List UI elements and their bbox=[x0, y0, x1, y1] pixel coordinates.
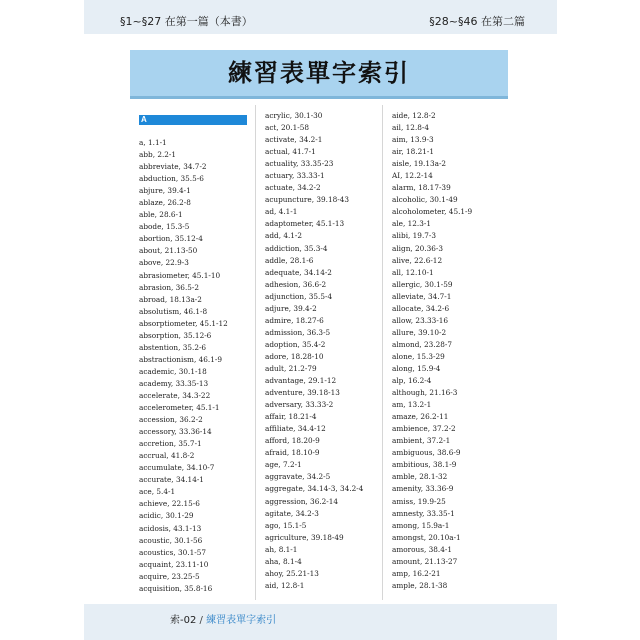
index-entry: acoustic, 30.1-56 bbox=[139, 535, 203, 545]
index-entry: allow, 23.33-16 bbox=[392, 315, 449, 325]
index-entry: able, 28.6-1 bbox=[139, 210, 183, 220]
index-entry: acrylic, 30.1-30 bbox=[265, 111, 323, 120]
index-entry: abjure, 39.4-1 bbox=[139, 186, 191, 196]
index-entry: align, 20.36-3 bbox=[392, 243, 444, 253]
index-entry: ah, 8.1-1 bbox=[265, 544, 298, 554]
index-entry: alone, 15.3-29 bbox=[392, 351, 445, 361]
index-entry: act, 20.1-58 bbox=[265, 123, 310, 133]
index-entry: acidosis, 43.1-13 bbox=[139, 523, 202, 533]
index-entry: accessory, 33.36-14 bbox=[139, 427, 212, 437]
running-header bbox=[84, 0, 557, 34]
footer-separator: / bbox=[199, 615, 203, 626]
index-entry: agriculture, 39.18-49 bbox=[265, 532, 344, 542]
index-entry: achieve, 22.15-6 bbox=[139, 499, 200, 509]
index-entry: aide, 12.8-2 bbox=[392, 111, 436, 120]
index-title-banner bbox=[130, 50, 508, 99]
index-entry: acquisition, 35.8-16 bbox=[139, 583, 213, 593]
index-entry: addiction, 35.3-4 bbox=[265, 243, 328, 253]
index-entry: amp, 16.2-21 bbox=[392, 568, 441, 578]
running-footer bbox=[84, 604, 557, 640]
index-entry: ambience, 37.2-2 bbox=[392, 424, 456, 434]
index-entry: absorptiometer, 45.1-12 bbox=[139, 318, 228, 328]
index-entry: am, 13.2-1 bbox=[392, 400, 432, 410]
index-entry: adjure, 39.4-2 bbox=[265, 303, 317, 313]
index-entry: actuary, 33.33-1 bbox=[265, 171, 325, 181]
header-right-text: §28~§46 在第二篇 bbox=[429, 15, 525, 28]
index-entry: ago, 15.1-5 bbox=[265, 520, 307, 530]
index-entry: aisle, 19.13a-2 bbox=[392, 159, 447, 169]
index-entry: abbreviate, 34.7-2 bbox=[139, 162, 207, 172]
index-entry: allergic, 30.1-59 bbox=[392, 279, 453, 289]
index-entry: allure, 39.10-2 bbox=[392, 327, 447, 337]
index-entry: a, 1.1-1 bbox=[139, 138, 167, 147]
index-entry: abstractionism, 46.1-9 bbox=[139, 354, 222, 364]
index-entry: abstention, 35.2-6 bbox=[139, 342, 207, 352]
index-entry: afford, 18.20-9 bbox=[265, 436, 320, 446]
index-entry: alibi, 19.7-3 bbox=[392, 231, 437, 241]
index-entry: ahoy, 25.21-13 bbox=[265, 568, 319, 578]
index-entry: among, 15.9a-1 bbox=[392, 520, 450, 530]
index-entry: aim, 13.9-3 bbox=[392, 135, 434, 145]
index-entry: adequate, 34.14-2 bbox=[265, 267, 332, 277]
index-entry: add, 4.1-2 bbox=[265, 231, 303, 241]
index-entry: aggregate, 34.14-3, 34.2-4 bbox=[265, 484, 364, 494]
index-entry: ablaze, 26.2-8 bbox=[139, 198, 191, 208]
index-entry: along, 15.9-4 bbox=[392, 363, 441, 373]
index-entry: abrasion, 36.5-2 bbox=[139, 282, 200, 292]
index-entry: ale, 12.3-1 bbox=[392, 219, 431, 229]
index-entry: ample, 28.1-38 bbox=[392, 580, 448, 590]
section-letter-header: A bbox=[139, 115, 247, 125]
index-entry: amble, 28.1-32 bbox=[392, 472, 448, 482]
page-number: 索-02 bbox=[170, 615, 197, 626]
index-column-1 bbox=[139, 110, 247, 595]
index-entry: adversary, 33.33-2 bbox=[265, 400, 334, 410]
index-entry: adult, 21.2-79 bbox=[265, 363, 317, 373]
index-entry: acoustics, 30.1-57 bbox=[139, 547, 207, 557]
index-entry: actuate, 34.2-2 bbox=[265, 183, 321, 193]
index-entry: although, 21.16-3 bbox=[392, 388, 458, 398]
index-entry: alcoholometer, 45.1-9 bbox=[392, 207, 473, 217]
index-entry: abduction, 35.5-6 bbox=[139, 174, 204, 184]
index-entry: activate, 34.2-1 bbox=[265, 135, 323, 145]
index-entry: amnesty, 33.35-1 bbox=[392, 508, 455, 518]
index-entry: absolutism, 46.1-8 bbox=[139, 306, 208, 316]
index-entry: accretion, 35.7-1 bbox=[139, 439, 202, 449]
footer-section-title: 練習表單字索引 bbox=[206, 615, 277, 626]
index-entry: abrasiometer, 45.1-10 bbox=[139, 270, 221, 280]
index-column-2 bbox=[265, 110, 373, 592]
index-entry: admission, 36.3-5 bbox=[265, 327, 331, 337]
index-entry: afraid, 18.10-9 bbox=[265, 448, 320, 458]
index-entry: aha, 8.1-4 bbox=[265, 556, 302, 566]
index-entry: ail, 12.8-4 bbox=[392, 123, 430, 133]
index-entry: agitate, 34.2-3 bbox=[265, 508, 319, 518]
index-entry: amaze, 26.2-11 bbox=[392, 412, 449, 422]
index-entry: acquire, 23.25-5 bbox=[139, 571, 200, 581]
index-entry: amorous, 38.4-1 bbox=[392, 544, 452, 554]
index-entry: aggravate, 34.2-5 bbox=[265, 472, 331, 482]
index-entry: about, 21.13-50 bbox=[139, 246, 198, 256]
index-entry: advantage, 29.1-12 bbox=[265, 376, 337, 386]
index-entry: acidic, 30.1-29 bbox=[139, 511, 194, 521]
index-entry: aid, 12.8-1 bbox=[265, 580, 305, 590]
index-entry: allocate, 34.2-6 bbox=[392, 303, 450, 313]
index-entry: ambitious, 38.1-9 bbox=[392, 460, 457, 470]
column-divider bbox=[382, 105, 383, 600]
index-entry: air, 18.21-1 bbox=[392, 147, 435, 157]
index-entry: amount, 21.13-27 bbox=[392, 556, 458, 566]
index-entry: affiliate, 34.4-12 bbox=[265, 424, 326, 434]
index-entry: alleviate, 34.7-1 bbox=[392, 291, 452, 301]
index-entry: abortion, 35.12-4 bbox=[139, 234, 203, 244]
index-entry: adhesion, 36.6-2 bbox=[265, 279, 327, 289]
column-divider bbox=[255, 105, 256, 600]
index-entry: ambiguous, 38.6-9 bbox=[392, 448, 461, 458]
index-entry: admire, 18.27-6 bbox=[265, 315, 324, 325]
index-entry: absorption, 35.12-6 bbox=[139, 330, 212, 340]
index-entry: alarm, 18.17-39 bbox=[392, 183, 451, 193]
index-entry: alive, 22.6-12 bbox=[392, 255, 443, 265]
index-entry: adaptometer, 45.1-13 bbox=[265, 219, 345, 229]
index-column-3 bbox=[392, 110, 500, 592]
index-entry: addle, 28.1-6 bbox=[265, 255, 314, 265]
index-entry: accelerate, 34.3-22 bbox=[139, 390, 211, 400]
index-entry: amenity, 33.36-9 bbox=[392, 484, 454, 494]
index-entry: amiss, 19.9-25 bbox=[392, 496, 446, 506]
index-entry: alp, 16.2-4 bbox=[392, 376, 432, 386]
index-entry: adoption, 35.4-2 bbox=[265, 339, 326, 349]
index-entry: almond, 23.28-7 bbox=[392, 339, 453, 349]
index-entry: ace, 5.4-1 bbox=[139, 487, 176, 497]
index-entry: actual, 41.7-1 bbox=[265, 147, 316, 157]
index-entry: adventure, 39.18-13 bbox=[265, 388, 340, 398]
index-entry: ambient, 37.2-1 bbox=[392, 436, 451, 446]
index-entry: above, 22.9-3 bbox=[139, 258, 189, 268]
index-entry: acupuncture, 39.18-43 bbox=[265, 195, 350, 205]
index-entry: accelerometer, 45.1-1 bbox=[139, 403, 220, 413]
index-entry: aggression, 36.2-14 bbox=[265, 496, 339, 506]
index-entry: amongst, 20.10a-1 bbox=[392, 532, 461, 542]
index-entry: affair, 18.21-4 bbox=[265, 412, 317, 422]
index-entry: all, 12.10-1 bbox=[392, 267, 434, 277]
index-entry: abode, 15.3-5 bbox=[139, 222, 190, 232]
header-left-text: §1~§27 在第一篇（本書） bbox=[120, 15, 253, 28]
index-entry: adjunction, 35.5-4 bbox=[265, 291, 333, 301]
index-entry: accurate, 34.14-1 bbox=[139, 475, 204, 485]
index-entry: abroad, 18.13a-2 bbox=[139, 294, 202, 304]
index-entry: ad, 4.1-1 bbox=[265, 207, 298, 217]
index-entry: abb, 2.2-1 bbox=[139, 150, 177, 160]
index-entry: alcoholic, 30.1-49 bbox=[392, 195, 458, 205]
index-entry: academic, 30.1-18 bbox=[139, 366, 207, 376]
index-entry: adore, 18.28-10 bbox=[265, 351, 324, 361]
index-entry: accumulate, 34.10-7 bbox=[139, 463, 215, 473]
index-entry: academy, 33.35-13 bbox=[139, 378, 209, 388]
index-entry: accession, 36.2-2 bbox=[139, 415, 203, 425]
page-title: 練習表單字索引 bbox=[228, 59, 410, 87]
index-entry: age, 7.2-1 bbox=[265, 460, 302, 470]
index-entry: acquaint, 23.11-10 bbox=[139, 559, 209, 569]
index-entry: accrual, 41.8-2 bbox=[139, 451, 195, 461]
index-entry: actuality, 33.35-23 bbox=[265, 159, 334, 169]
index-entry: AI, 12.2-14 bbox=[392, 171, 433, 181]
